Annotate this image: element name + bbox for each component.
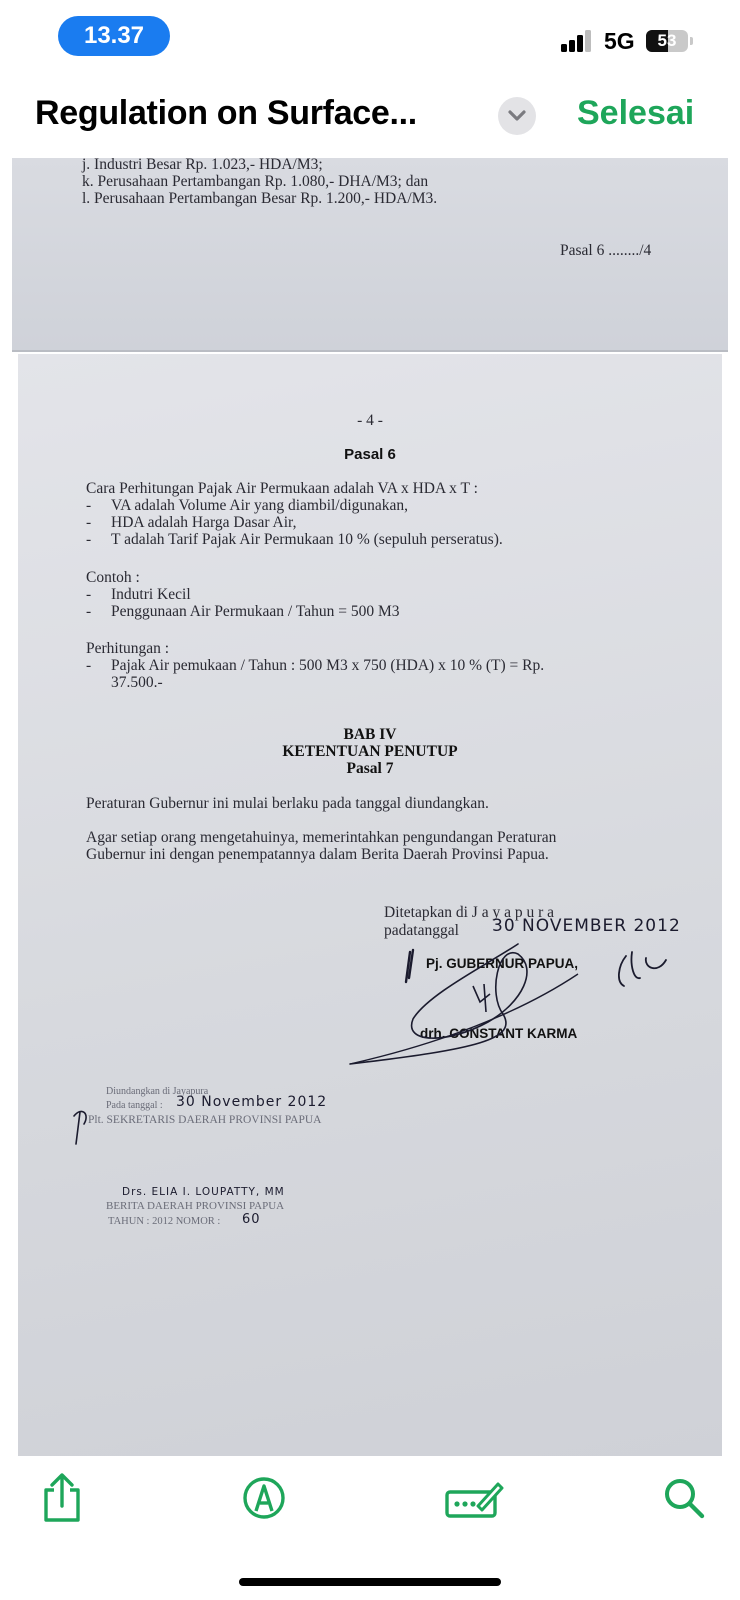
document-viewer[interactable] — [0, 158, 740, 1456]
definition-item: HDA adalah Harga Dasar Air, — [111, 514, 297, 531]
contoh-item: Penggunaan Air Permukaan / Tahun = 500 M3 — [111, 603, 400, 620]
paragraph: Peraturan Gubernur ini mulai berlaku pada tanggal diundangkan. — [86, 795, 489, 812]
intro-text: Cara Perhitungan Pajak Air Permukaan adalah VA x HDA x T : — [86, 480, 478, 497]
handwritten-number: 60 — [242, 1212, 261, 1227]
padatanggal-text: padatanggal — [384, 922, 459, 939]
document-page-4 — [18, 354, 722, 1456]
done-button[interactable]: Selesai — [577, 94, 695, 132]
pj-gubernur-title: Pj. GUBERNUR PAPUA, — [426, 956, 579, 971]
definition-item: VA adalah Volume Air yang diambil/digunakan, — [111, 497, 409, 514]
signatory-name: drh. CONSTANT KARMA — [420, 1026, 578, 1041]
official-name: Drs. ELIA I. LOUPATTY, MM — [122, 1186, 285, 1198]
status-time[interactable]: 13.37 — [58, 16, 170, 56]
bullet-dash: - — [86, 657, 92, 674]
chevron-down-icon — [507, 109, 527, 123]
page-line: k. Perusahaan Pertambangan Rp. 1.080,- DHA/M3; dan — [82, 173, 429, 190]
sekda-title: Plt. SEKRETARIS DAERAH PROVINSI PAPUA — [88, 1114, 322, 1126]
document-title[interactable]: Regulation on Surface... — [35, 94, 417, 132]
search-button[interactable] — [658, 1470, 710, 1526]
paragraph: Gubernur ini dengan penempatannya dalam Berita Daerah Provinsi Papua. — [86, 846, 549, 863]
page-line: l. Perusahaan Pertambangan Besar Rp. 1.200,- HDA/M3. — [82, 190, 438, 207]
document-page-3 — [12, 158, 728, 352]
ketentuan-heading: KETENTUAN PENUTUP — [282, 743, 458, 760]
document-header — [0, 78, 740, 159]
network-type: 5G — [604, 28, 635, 54]
cellular-signal-icon — [561, 30, 593, 52]
share-button[interactable] — [36, 1470, 88, 1526]
pasal-7-heading: Pasal 7 — [346, 760, 394, 777]
contoh-item: Indutri Kecil — [111, 586, 191, 603]
bullet-dash: - — [86, 586, 92, 603]
search-icon — [662, 1476, 706, 1520]
perhitungan-line: 37.500.- — [111, 674, 163, 691]
share-icon — [40, 1472, 84, 1524]
signature-button[interactable] — [444, 1470, 504, 1526]
definition-item: T adalah Tarif Pajak Air Permukaan 10 % (sepuluh perseratus). — [111, 531, 503, 548]
bullet-dash: - — [86, 497, 92, 514]
markup-icon — [241, 1475, 287, 1521]
diundangkan-text: Diundangkan di Jayapura — [106, 1086, 209, 1097]
berita-daerah-text: BERITA DAERAH PROVINSI PAPUA — [106, 1200, 285, 1212]
signature-icon — [444, 1476, 504, 1520]
page-number: - 4 - — [357, 412, 383, 429]
paragraph: Agar setiap orang mengetahuinya, memerintahkan pengundangan Peraturan — [86, 829, 557, 846]
bullet-dash: - — [86, 531, 92, 548]
perhitungan-label: Perhitungan : — [86, 640, 170, 657]
bottom-toolbar — [0, 1456, 740, 1600]
bullet-dash: - — [86, 514, 92, 531]
handwritten-date: 30 NOVEMBER 2012 — [492, 916, 681, 936]
battery-icon — [646, 30, 688, 52]
page-line: j. Industri Besar Rp. 1.023,- HDA/M3; — [82, 158, 323, 173]
status-bar — [0, 0, 740, 78]
tahun-nomor-text: TAHUN : 2012 NOMOR : — [108, 1216, 221, 1227]
battery-percent: 53 — [657, 31, 677, 50]
contoh-label: Contoh : — [86, 569, 140, 586]
handwritten-date-2: 30 November 2012 — [176, 1094, 328, 1110]
pasal-6-heading: Pasal 6 — [344, 446, 396, 463]
ditetapkan-text: Ditetapkan di J a y a p u r a — [384, 904, 555, 921]
pada-tanggal-text: Pada tanggal : — [106, 1100, 163, 1111]
bullet-dash: - — [86, 603, 92, 620]
title-menu-button[interactable] — [498, 97, 536, 135]
page-footer: Pasal 6 ......../4 — [560, 242, 652, 259]
perhitungan-line: Pajak Air pemukaan / Tahun : 500 M3 x 750 (HDA) x 10 % (T) = Rp. — [111, 657, 545, 674]
battery-tip — [690, 37, 693, 45]
home-indicator[interactable] — [239, 1578, 501, 1586]
bab-heading: BAB IV — [343, 726, 397, 743]
markup-button[interactable] — [238, 1470, 290, 1526]
